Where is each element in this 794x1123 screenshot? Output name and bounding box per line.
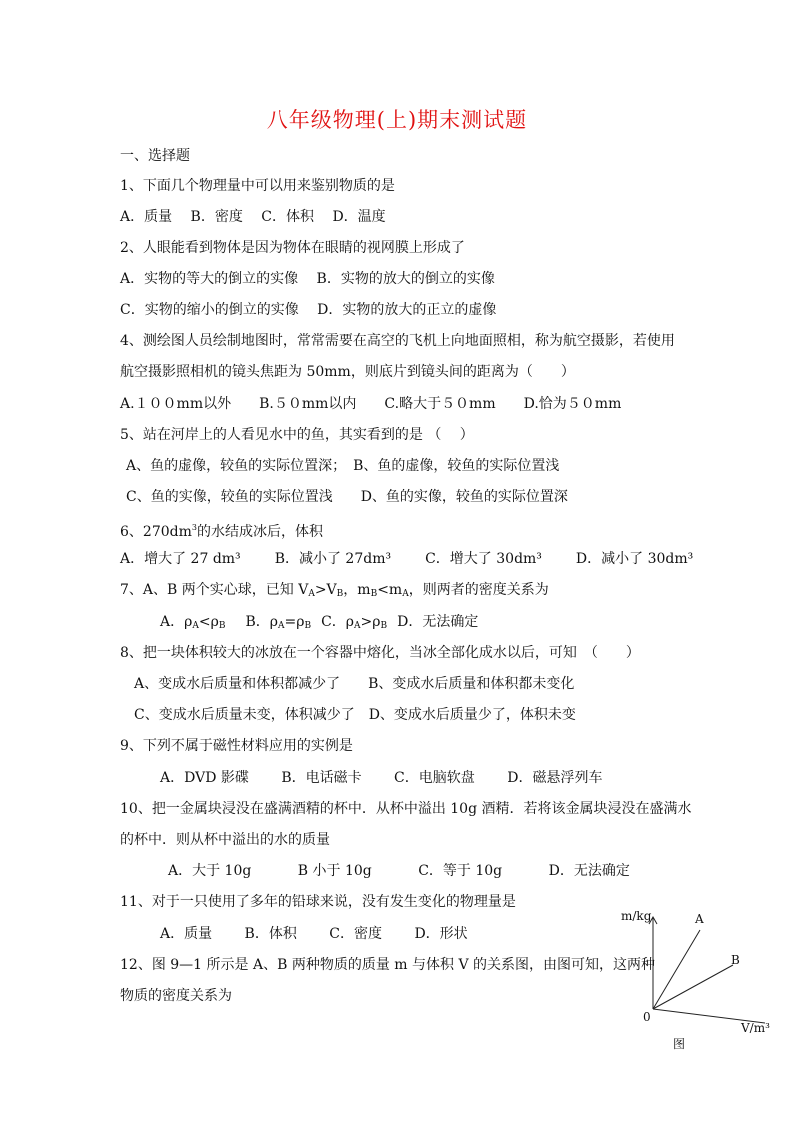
x-axis-label: V/m³ [741,1021,770,1035]
q7-option-b: B．ρ [245,614,278,630]
q12-stem-line1: 12、图 9—1 所示是 A、B 两种物质的质量 m 与体积 V 的关系图，由图可知，这两种 [120,957,656,973]
line-b-label: B [731,953,740,967]
q7-sub: B [336,589,344,599]
q7-options [160,612,478,636]
q11-options: A．质量 B．体积 C．密度 D．形状 [160,926,468,942]
q7-option-c: >ρ [360,614,381,630]
q6-option-b: B．减小了 27dm³ [274,551,392,567]
mass-volume-figure [615,905,790,1055]
q10-options: A．大于 10g B 小于 10g C．等于 10g D．无法确定 [168,863,630,879]
q7-text: 7、A、B 两个实心球，已知 V [120,582,309,598]
q7-text: <m [377,582,403,598]
q6-stem-sup: 3 [191,523,197,532]
q2-options-cd: C．实物的缩小的倒立的实像 D．实物的放大的正立的虚像 [120,302,497,318]
q5-stem: 5、站在河岸上的人看见水中的鱼，其实看到的是 （ ） [120,427,474,443]
q4-stem-line2: 航空摄影照相机的镜头焦距为 50mm，则底片到镜头间的距离为（ ） [120,364,575,380]
q2-options-ab: A．实物的等大的倒立的实像 B．实物的放大的倒立的实像 [120,271,495,287]
q1-stem: 1、下面几个物理量中可以用来鉴别物质的是 [120,178,395,194]
q9-options: A．DVD 影碟 B．电话磁卡 C．电脑软盘 D．磁悬浮列车 [160,770,603,786]
q7-text: >V [314,582,337,598]
q7-text: ，m [343,582,371,598]
q7-option-a: <ρ [198,614,219,630]
q7-sub: A [402,589,409,599]
q2-stem: 2、人眼能看到物体是因为物体在眼睛的视网膜上形成了 [120,240,465,256]
q7-sub: B [218,621,226,631]
q7-sub: A [192,621,199,631]
q7-sub: B [380,621,388,631]
q5-options-cd: C、鱼的实像，较鱼的实际位置浅 D、鱼的实像，较鱼的实际位置深 [126,489,568,505]
origin-label: 0 [643,1010,651,1024]
q6-stem-pre: 6、270dm [120,524,192,540]
q7-option-b: =ρ [284,614,305,630]
q6-option-d: D．减小了 30dm³ [575,551,694,567]
q5-options-ab: A、鱼的虚像，较鱼的实际位置深； B、鱼的虚像，较鱼的实际位置浅 [126,458,560,474]
q6-stem-post: 的水结成冰后，体积 [196,524,323,540]
q7-sub: A [308,589,315,599]
q7-option-a: A．ρ [160,614,193,630]
q6-options [120,549,693,569]
q8-options-ab: A、变成水后质量和体积都减少了 B、变成水后质量和体积都未变化 [134,676,575,692]
q4-options: A.１００mm以外 B.５０mm以内 C.略大于５０mm D.恰为５０mm [120,396,622,412]
q1-options: A．质量 B．密度 C．体积 D．温度 [120,209,386,225]
line-a-label: A [695,912,704,926]
q6-option-c: C．增大了 30dm³ [425,551,542,567]
q7-sub: B [304,621,312,631]
q6-option-a: A．增大了 27 dm³ [120,551,241,567]
q10-stem-line2: 的杯中．则从杯中溢出的水的质量 [120,832,330,848]
q11-stem: 11、对于一只使用了多年的铅球来说，没有发生变化的物理量是 [120,894,516,910]
q7-sub: B [370,589,378,599]
q7-option-d: D．无法确定 [397,614,479,630]
q7-stem [120,580,549,604]
q8-options-cd: C、变成水后质量未变，体积减少了 D、变成水后质量少了，体积未变 [134,707,576,723]
q9-stem: 9、下列不属于磁性材料应用的实例是 [120,738,353,754]
line-b [653,965,733,1009]
q7-option-c: C．ρ [321,614,355,630]
line-a [653,930,700,1009]
figure-caption: 图 [673,1037,686,1051]
section-heading: 一、选择题 [120,148,190,164]
q7-sub: A [354,621,361,631]
q6-stem [120,518,323,542]
q7-text: ，则两者的密度关系为 [408,582,549,598]
page-title: 八年级物理(上)期末测试题 [266,108,528,132]
q10-stem-line1: 10、把一金属块浸没在盛满酒精的杯中．从杯中溢出 10g 酒精．若将该金属块浸没在盛满水 [120,801,692,817]
q8-stem: 8、把一块体积较大的冰放在一个容器中熔化，当冰全部化成水以后，可知 （ ） [120,645,640,661]
y-axis-label: m/kg [621,909,652,923]
q12-stem-line2: 物质的密度关系为 [120,988,232,1004]
q4-stem-line1: 4、测绘图人员绘制地图时，常常需要在高空的飞机上向地面照相，称为航空摄影，若使用 [120,333,675,349]
q7-sub: A [277,621,285,631]
